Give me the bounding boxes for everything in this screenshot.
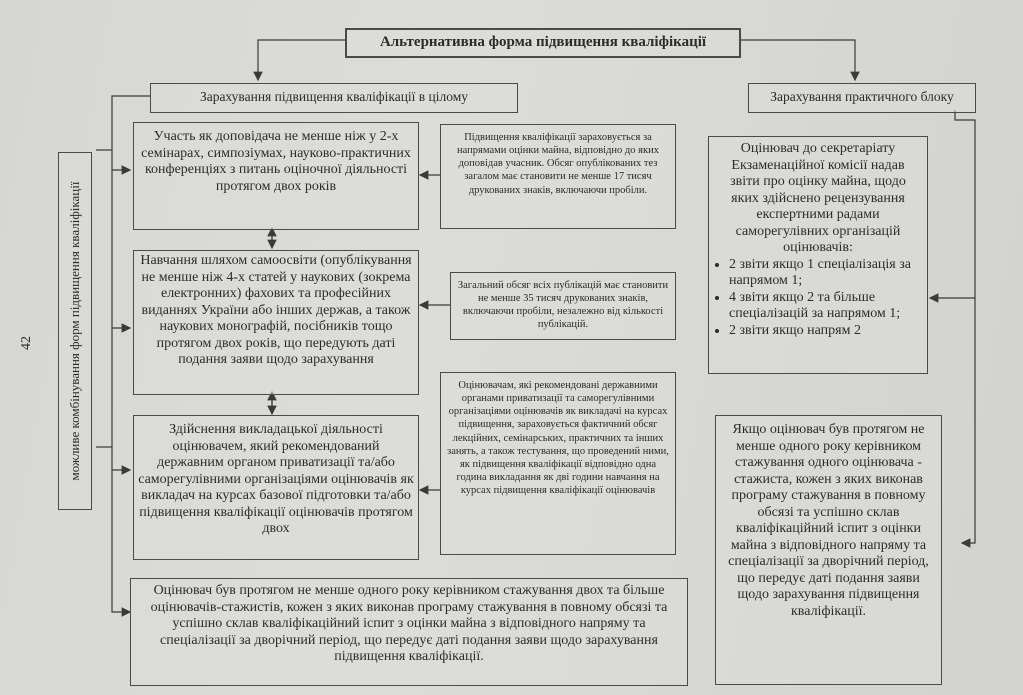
note-teaching: Оцінювачам, які рекомендовані державними органами приватизації та саморегулівними організаціями оцінювачів як викладачі на курсах підвищення, зараховується фактичний обсяг лекційних, семінарських, практичних та інших занять, а також тестування, що проведений ними, як підвищення кваліфікації відповідно одна година викладання як дві години навчання на курсах підвищення кваліфікації оцінювачів: [440, 372, 676, 555]
reports-list: [715, 257, 921, 340]
box-teaching: Здійснення викладацької діяльності оцінювачем, який рекомендований державним органом приватизації та/або саморегулівними організаціями оцінювачів як викладач на курсах базової підготовки та/або підвищення кваліфікації оцінювачів протягом двох: [133, 415, 419, 560]
list-item: • 4 звіти якщо 2 та більше спеціалізацій за напрямом 1;: [729, 290, 921, 323]
list-item: • 2 звіти якщо 1 спеціалізація за напрямом 1;: [729, 257, 921, 290]
note-conference: Підвищення кваліфікації зараховується за напрямами оцінки майна, відповідно до яких доповідав учасник. Обсяг опублікованих тез загалом має становити не менше 17 тисяч друкованих знаків, включаючи пробіли.: [440, 124, 676, 229]
box-internship-supervisor-multiple: Оцінювач був протягом не менше одного року керівником стажування двох та більше оцінювачів-стажистів, кожен з яких виконав програму стажування в повному обсязі та успішно склав кваліфікаційний іспит з оцінки майна з відповідного напряму та спеціалізації за дворічний період, що передує даті подання заяви щодо зарахування підвищення кваліфікації.: [130, 578, 688, 686]
side-label: можливе комбінування форм підвищення кваліфікації: [67, 181, 82, 481]
box-conference-speaker: Участь як доповідача не менше ніж у 2-х семінарах, симпозіумах, науково-практичних конференціях з питань оціночної діяльності протягом двох років: [133, 122, 419, 230]
box-self-education: Навчання шляхом самоосвіти (опублікування не менше ніж 4-х статей у наукових (зокрема електронних) фахових та професійних виданнях України або інших держав, а також наукових монографій, посібників тощо протягом двох років, що передують даті подання заяви щодо зарахування: [133, 250, 419, 395]
box-internship-supervisor-single: Якщо оцінювач був протягом не менше одного року керівником стажування одного оцінювача - стажиста, кожен з яких виконав програму стажування в повному обсязі та успішно склав кваліфікаційний іспит з оцінки майна з відповідного напряму та спеціалізації за дворічний період, що передує даті подання заяви щодо зарахування підвищення кваліфікації.: [715, 415, 942, 685]
reports-intro: Оцінювач до секретаріату Екзаменаційної комісії надав звіти про оцінку майна, щодо яких здійснено рецензування експертними радами саморегулівних організацій оцінювачів:: [730, 141, 906, 256]
box-appraisal-reports: [708, 136, 928, 374]
left-header: Зарахування підвищення кваліфікації в цілому: [150, 83, 518, 113]
list-item: • 2 звіти якщо напрям 2: [729, 323, 921, 340]
side-label-box: [58, 152, 92, 510]
diagram-title: Альтернативна форма підвищення кваліфікації: [345, 28, 741, 58]
page-number: 42: [19, 336, 34, 350]
right-header: Зарахування практичного блоку: [748, 83, 976, 113]
note-publications: Загальний обсяг всіх публікацій має становити не менше 35 тисяч друкованих знаків, включаючи пробіли, незалежно від кількості публікацій.: [450, 272, 676, 340]
